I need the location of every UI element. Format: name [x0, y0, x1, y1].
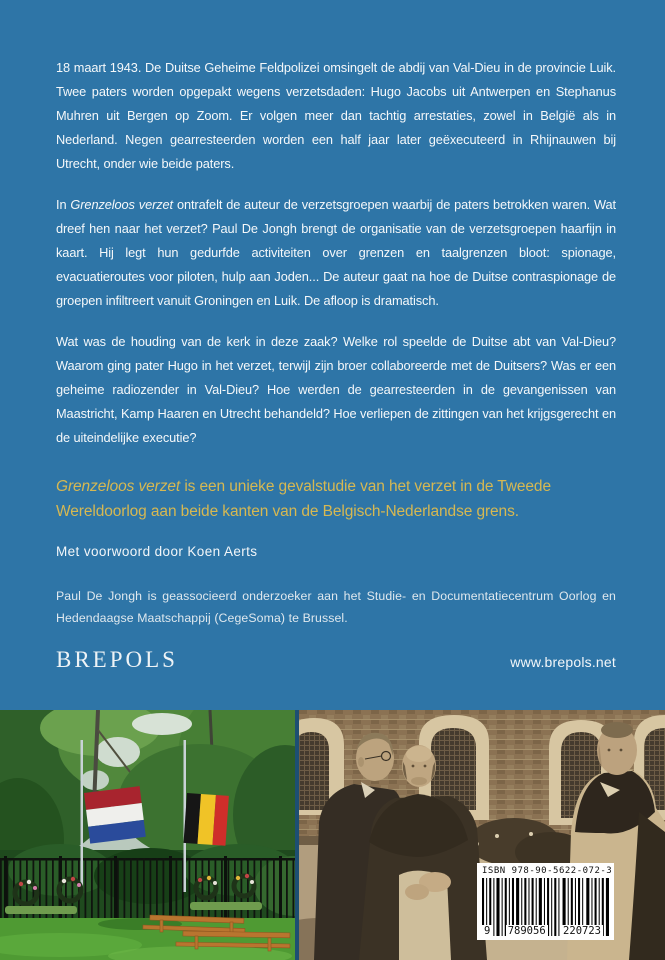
- highlight-line2: Wereldoorlog aan beide kanten van de Belgisch-Nederlandse grens.: [56, 503, 519, 520]
- flowerbed: [5, 906, 77, 914]
- photo-band: [0, 710, 665, 960]
- highlight-line1: is een unieke gevalstudie van het verzet in de Tweede: [184, 478, 551, 495]
- isbn-digit-group: 789056: [507, 925, 546, 937]
- isbn-digit-group: 9: [484, 925, 491, 937]
- publisher-logo: BREPOLS: [56, 647, 178, 672]
- foreword-credit: Met voorwoord door Koen Aerts: [56, 544, 258, 559]
- back-cover-text: [56, 56, 616, 673]
- isbn-digits: [482, 925, 609, 937]
- paragraph-rest: ontrafelt de auteur de verzetsgroepen waarbij de paters betrokken waren. Wat dreef hen naar het verzet? Paul De Jongh brengt de organisatie van de verzetsgroepen haarfijn in kaart. Hij legt hun gedurfde activiteiten over grenzen en taalgrenzen bloot: spionage, evacuatieroutes voor piloten, hulp aan Joden... De auteur gaat na hoe de Duitse contraspionage de groepen infiltreert vanuit Groningen en Luik. De afloop is dramatisch.: [56, 197, 616, 308]
- flag-netherlands: [84, 786, 146, 843]
- photo-memorial-garden: [0, 710, 295, 960]
- author-bio: Paul De Jongh is geassocieerd onderzoeker aan het Studie- en Documentatiecentrum Oorlog en Hedendaagse Maatschappij (CegeSoma) te Brussel.: [56, 589, 616, 625]
- paragraph-questions: Wat was de houding van de kerk in deze zaak? Welke rol speelde de Duitse abt van Val-Dieu? Waarom ging pater Hugo in het verzet, terwijl zijn broer collaboreerde met de Duitsers? Was er een geheime radiozender in Val-Dieu? Hoe werden de gearresteerden in de gevangenissen van Maastricht, Kamp Haaren en Utrecht behandeld? Hoe verliepen de zittingen van het krijgsgerecht en de uiteindelijke executie?: [56, 334, 616, 445]
- highlight-paragraph: [56, 474, 616, 524]
- paragraph-book-summary: [56, 193, 616, 313]
- flowerbed: [190, 902, 262, 910]
- flag-belgium: [184, 793, 229, 846]
- barcode-bars: [482, 878, 609, 936]
- lawn: [0, 918, 295, 960]
- isbn-label: ISBN 978-90-5622-072-3: [482, 866, 613, 876]
- paragraph-prefix: In: [56, 197, 67, 212]
- memorial-garden-illustration: [0, 710, 295, 960]
- isbn-barcode: [477, 863, 614, 940]
- paragraph-arrest-story: 18 maart 1943. De Duitse Geheime Feldpolizei omsingelt de abdij van Val-Dieu in de provincie Luik. Twee paters worden opgepakt wegens verzetsdaden: Hugo Jacobs uit Antwerpen en Stephanus Muhren uit Bergen op Zoom. Er volgen meer dan tachtig arrestaties, zowel in België als in Nederland. Negen gearresteerden worden een half jaar later geëxecuteerd in Rhijnauwen bij Utrecht, onder wie beide paters.: [56, 60, 616, 171]
- isbn-digit-group: 220723: [563, 925, 601, 937]
- publisher-row: [56, 647, 616, 673]
- book-title-italic: Grenzeloos verzet: [70, 197, 174, 212]
- book-title-italic: Grenzeloos verzet: [56, 478, 181, 495]
- website-url: www.brepols.net: [510, 654, 616, 670]
